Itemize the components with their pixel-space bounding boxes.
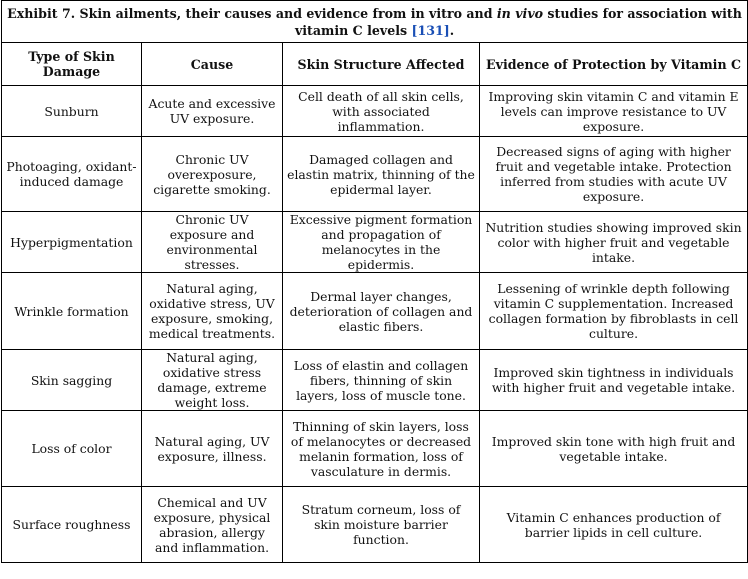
cell-type: Sunburn [2,86,142,137]
cell-evidence: Vitamin C enhances production of barrier lipids in cell culture. [480,487,748,563]
table-row [2,86,748,137]
table-row [2,411,748,487]
column-header-evidence: Evidence of Protection by Vitamin C [480,43,748,86]
column-header-cause: Cause [142,43,283,86]
cell-evidence: Improved skin tightness in individuals with higher fruit and vegetable intake. [480,350,748,411]
cell-cause: Chronic UV overexposure, cigarette smoking. [142,137,283,212]
table-row [2,273,748,350]
cell-evidence: Improved skin tone with high fruit and vegetable intake. [480,411,748,487]
column-header-structure: Skin Structure Affected [283,43,480,86]
cell-type: Skin sagging [2,350,142,411]
cell-cause: Chemical and UV exposure, physical abrasion, allergy and inflammation. [142,487,283,563]
cell-evidence: Improving skin vitamin C and vitamin E levels can improve resistance to UV exposure. [480,86,748,137]
cell-cause: Acute and excessive UV exposure. [142,86,283,137]
cell-structure: Damaged collagen and elastin matrix, thinning of the epidermal layer. [283,137,480,212]
header-row [2,43,748,86]
cell-type: Hyperpigmentation [2,212,142,273]
cell-structure: Stratum corneum, loss of skin moisture barrier function. [283,487,480,563]
cell-cause: Natural aging, oxidative stress damage, extreme weight loss. [142,350,283,411]
table-row [2,212,748,273]
caption-text-1: Exhibit 7. Skin ailments, their causes and evidence from in vitro and [7,5,497,21]
cell-structure: Loss of elastin and collagen fibers, thinning of skin layers, loss of muscle tone. [283,350,480,411]
cell-type: Wrinkle formation [2,273,142,350]
cell-evidence: Decreased signs of aging with higher fruit and vegetable intake. Protection inferred from studies with acute UV exposure. [480,137,748,212]
cell-type: Surface roughness [2,487,142,563]
caption-text-2: studies for association with vitamin C levels [294,5,742,38]
cell-cause: Chronic UV exposure and environmental stresses. [142,212,283,273]
cell-structure: Thinning of skin layers, loss of melanocytes or decreased melanin formation, loss of vasculature in dermis. [283,411,480,487]
table-caption [2,1,748,43]
cell-type: Photoaging, oxidant-induced damage [2,137,142,212]
cell-structure: Excessive pigment formation and propagation of melanocytes in the epidermis. [283,212,480,273]
table-row [2,487,748,563]
caption-italic: in vivo [496,5,544,21]
cell-type: Loss of color [2,411,142,487]
caption-end: . [449,22,455,38]
column-header-type: Type of Skin Damage [2,43,142,86]
cell-evidence: Lessening of wrinkle depth following vitamin C supplementation. Increased collagen formation by fibroblasts in cell culture. [480,273,748,350]
cell-structure: Cell death of all skin cells, with associated inflammation. [283,86,480,137]
cell-cause: Natural aging, oxidative stress, UV exposure, smoking, medical treatments. [142,273,283,350]
cell-cause: Natural aging, UV exposure, illness. [142,411,283,487]
cell-structure: Dermal layer changes, deterioration of collagen and elastic fibers. [283,273,480,350]
reference-link[interactable]: [131] [411,22,450,38]
exhibit-table [1,0,748,563]
cell-evidence: Nutrition studies showing improved skin color with higher fruit and vegetable intake. [480,212,748,273]
table-row [2,350,748,411]
caption-row [2,1,748,43]
table-row [2,137,748,212]
